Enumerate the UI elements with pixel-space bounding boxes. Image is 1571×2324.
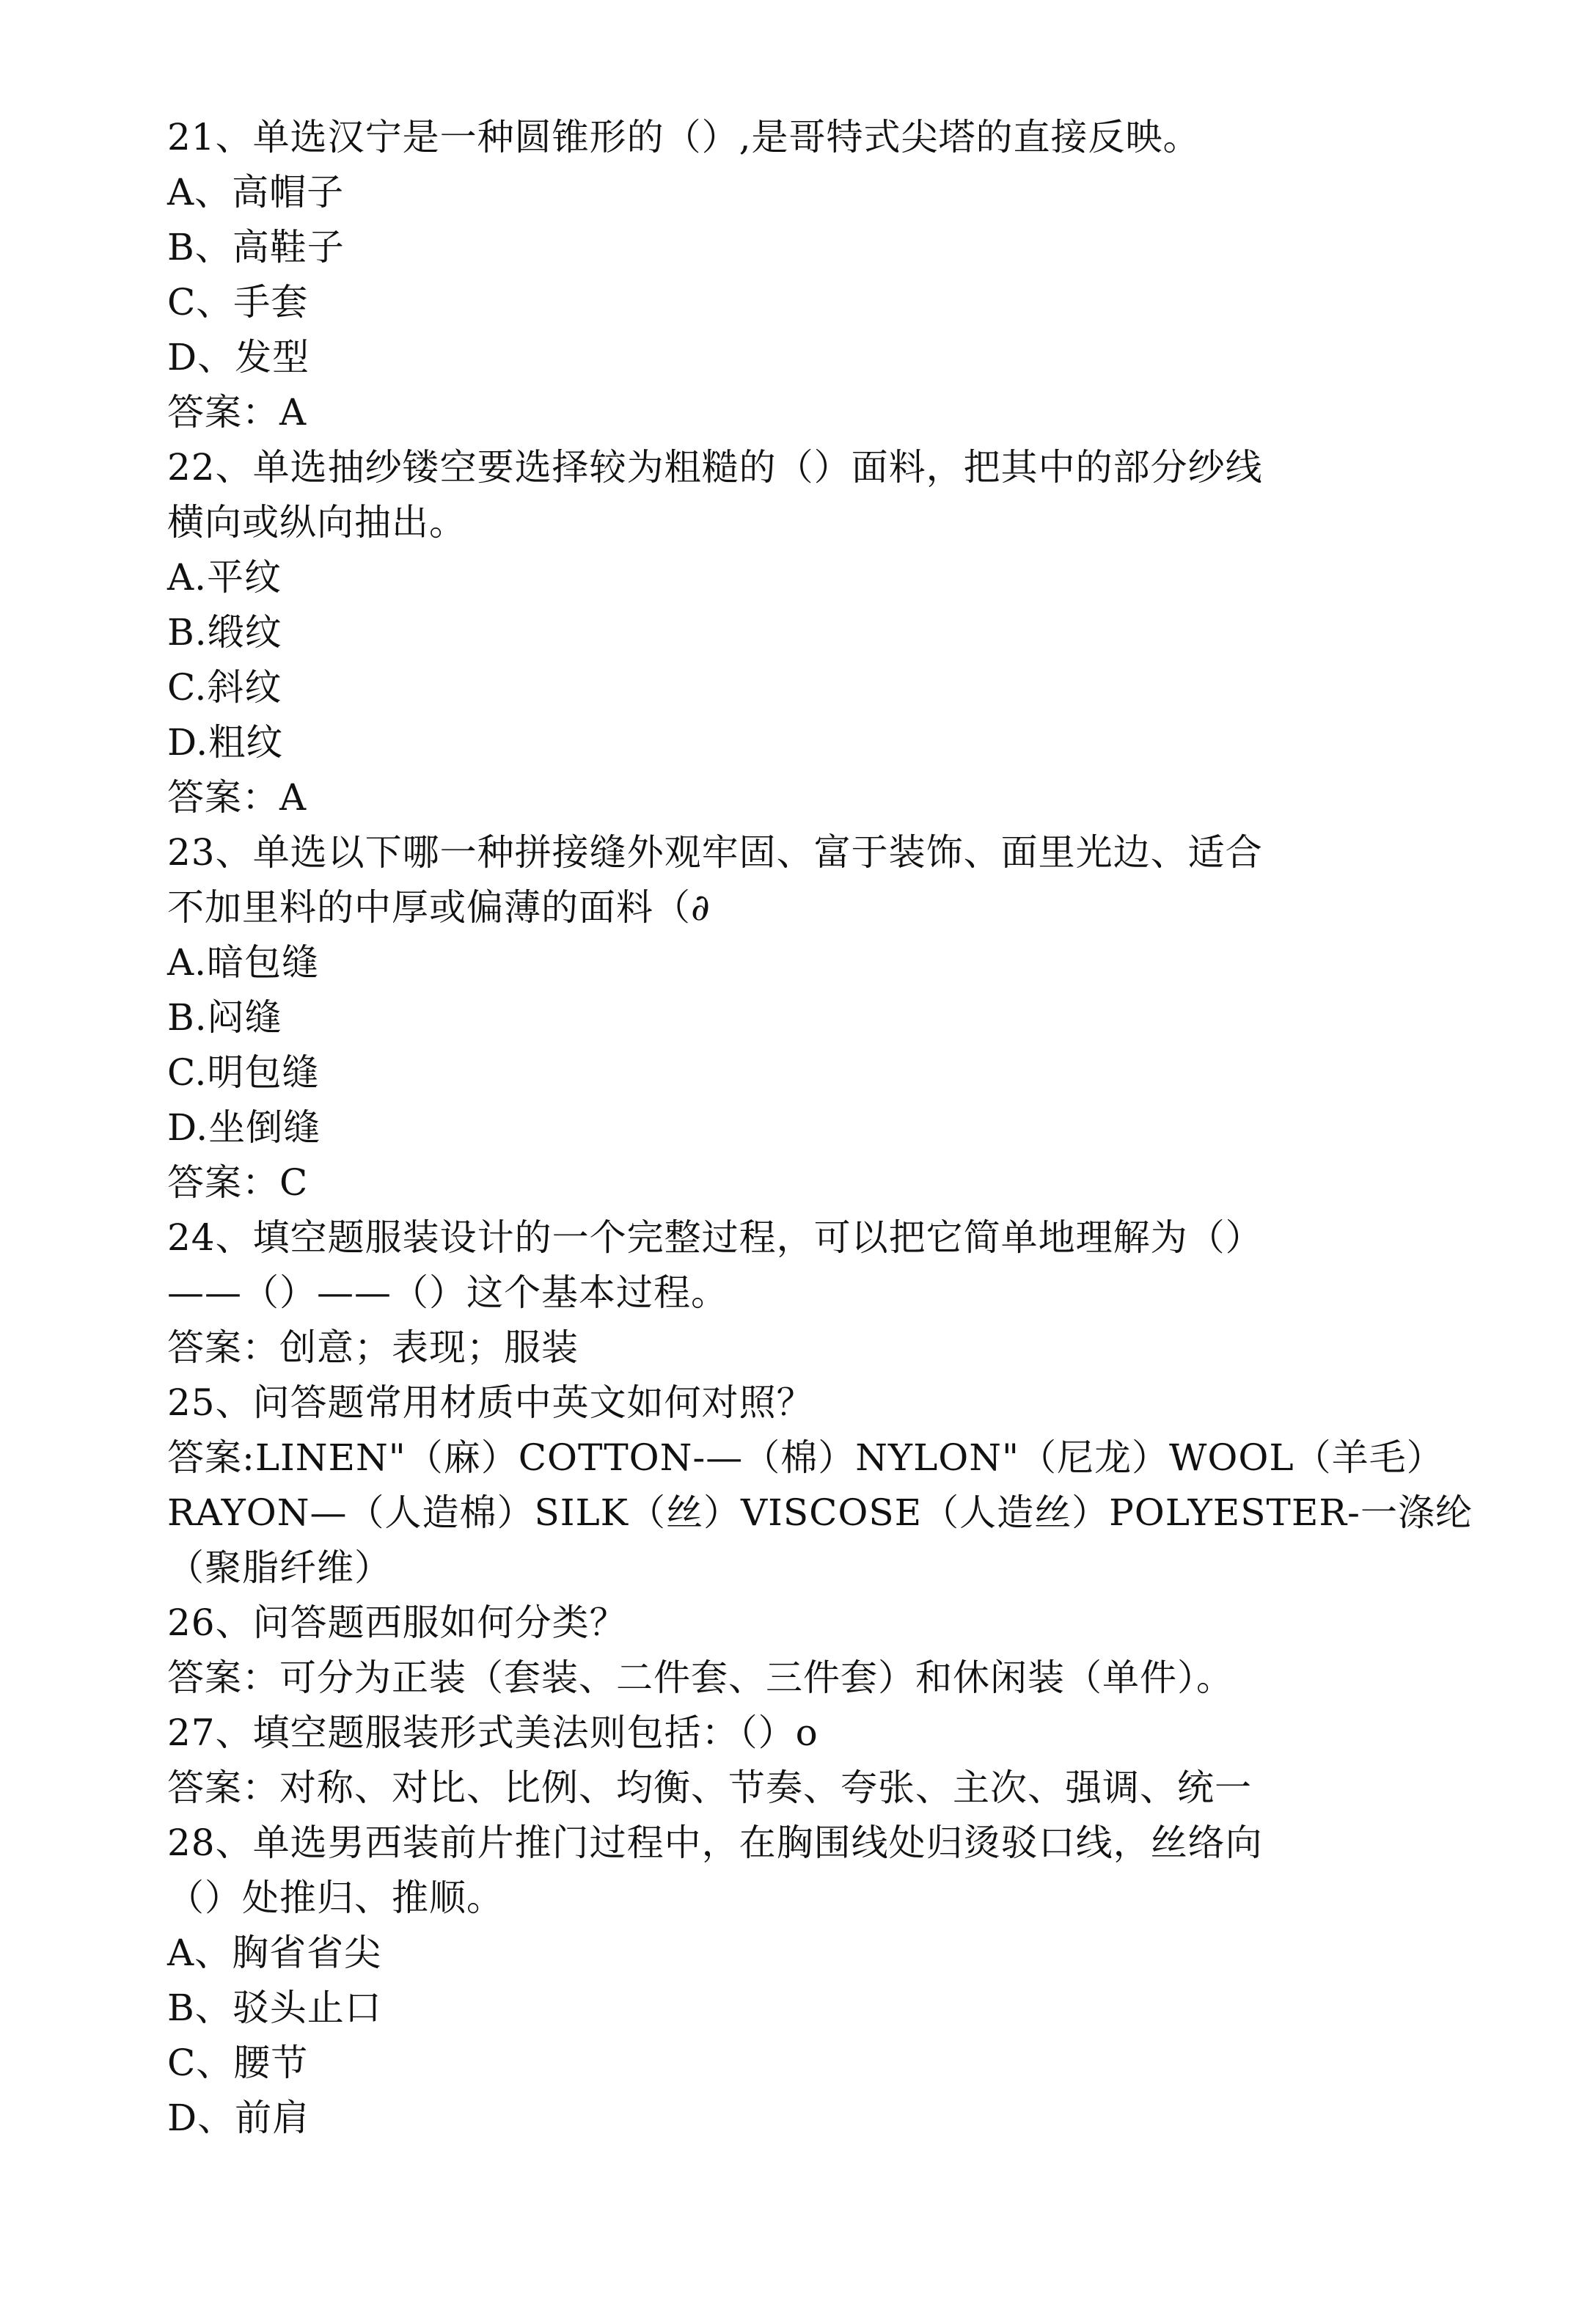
question-27-answer: 答案：对称、对比、比例、均衡、节奏、夸张、主次、强调、统一: [167, 1766, 1252, 1809]
question-22-option-a: A.平纹: [167, 556, 282, 599]
question-21-option-d: D、发型: [167, 336, 310, 379]
question-28-option-b: B、驳头止口: [167, 1987, 382, 2029]
question-21-answer: 答案：A: [167, 391, 307, 434]
question-28-option-c: C、腰节: [167, 2042, 309, 2084]
question-24-answer: 答案：创意；表现；服装: [167, 1326, 579, 1369]
question-26-text: 26、问答题西服如何分类？: [167, 1601, 627, 1644]
question-23-option-a: A.暗包缝: [167, 941, 320, 984]
question-27-text: 27、填空题服装形式美法则包括：（）o: [167, 1711, 819, 1754]
question-22-text-line-2: 横向或纵向抽出。: [167, 501, 466, 544]
question-23-text-line-2: 不加里料的中厚或偏薄的面料（∂: [167, 886, 711, 929]
question-21-option-c: C、手套: [167, 281, 309, 324]
question-22-answer: 答案：A: [167, 776, 307, 819]
question-list: [167, 110, 1473, 2146]
question-22-text-line-1: 22、单选抽纱镂空要选择较为粗糙的（）面料，把其中的部分纱线: [167, 446, 1263, 489]
question-26-answer: 答案：可分为正装（套装、二件套、三件套）和休闲装（单件）。: [167, 1656, 1234, 1699]
question-28-text-line-2: （）处推归、推顺。: [167, 1877, 504, 1919]
question-25-answer-line-3: （聚脂纤维）: [167, 1546, 392, 1589]
question-21-option-b: B、高鞋子: [167, 226, 345, 268]
question-28-option-a: A、胸省省尖: [167, 1932, 382, 1974]
question-23-option-b: B.闷缝: [167, 996, 282, 1039]
question-21-option-a: A、高帽子: [167, 171, 345, 213]
question-24-text-line-1: 24、填空题服装设计的一个完整过程，可以把它简单地理解为（）: [167, 1216, 1263, 1259]
question-25-answer-line-1: 答案:LINEN"（麻）COTTON-—（棉）NYLON"（尼龙）WOOL（羊毛）: [167, 1436, 1444, 1479]
question-28-option-d: D、前肩: [167, 2097, 310, 2139]
question-23-text-line-1: 23、单选以下哪一种拼接缝外观牢固、富于装饰、面里光边、适合: [167, 831, 1263, 874]
question-23-option-c: C.明包缝: [167, 1051, 320, 1094]
question-25-answer-line-2: RAYON—（人造棉）SILK（丝）VISCOSE（人造丝）POLYESTER-一涤纶: [167, 1491, 1473, 1534]
question-22-option-c: C.斜纹: [167, 666, 282, 709]
question-23-option-d: D.坐倒缝: [167, 1106, 321, 1149]
question-21-text: 21、单选汉宁是一种圆锥形的（）,是哥特式尖塔的直接反映。: [167, 116, 1201, 158]
question-24-text-line-2: ——（）——（）这个基本过程。: [167, 1271, 728, 1314]
question-28-text-line-1: 28、单选男西装前片推门过程中，在胸围线处归烫驳口线，丝络向: [167, 1821, 1263, 1864]
question-22-option-b: B.缎纹: [167, 611, 282, 654]
question-22-option-d: D.粗纹: [167, 721, 284, 764]
question-23-answer: 答案：C: [167, 1161, 309, 1204]
question-25-text: 25、问答题常用材质中英文如何对照？: [167, 1381, 814, 1424]
